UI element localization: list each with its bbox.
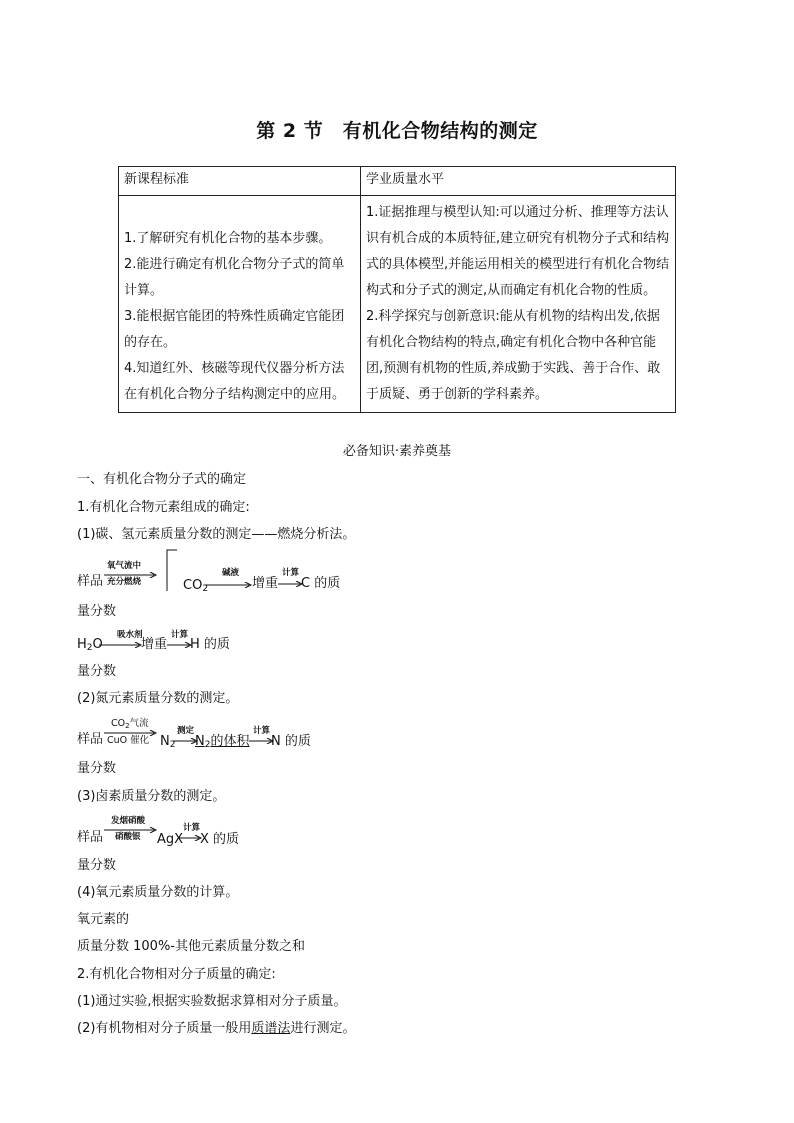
quality-item: 1.证据推理与模型认知:可以通过分析、推理等方法认识有机合成的本质特征,建立研究有机物分子式和结构式的具体模型,并能运用相关的模型进行有机化合物结构式和分子式的测定,从而确定有机化合物的性质。 bbox=[366, 205, 670, 298]
arrow-condition-calc: 计算 bbox=[253, 726, 271, 736]
section-title: 必备知识·素养奠基 bbox=[342, 444, 452, 459]
subheading-relative-mass: 2.有机化合物相对分子质量的确定: bbox=[77, 967, 276, 982]
branch-bracket bbox=[165, 549, 179, 593]
curriculum-standards-table bbox=[118, 166, 676, 413]
reaction-arrow bbox=[99, 642, 143, 648]
page-title: 第 2 节 有机化合物结构的测定 bbox=[256, 120, 538, 142]
quality-levels-cell bbox=[361, 196, 676, 413]
nitrogen-result: N 的质 bbox=[271, 734, 311, 749]
halogen-result: X 的质 bbox=[200, 832, 240, 847]
carbon-result-cont: 量分数 bbox=[77, 604, 117, 619]
mass-spectrometry-term: 质谱法 bbox=[251, 1021, 291, 1036]
arrow-condition-bottom: 充分燃烧 bbox=[107, 577, 142, 587]
item-halogen: (3)卤素质量分数的测定。 bbox=[77, 789, 226, 804]
halogen-flow bbox=[77, 812, 277, 847]
hydrogen-flow bbox=[77, 628, 277, 658]
oxygen-line-2: 质量分数 100%-其他元素质量分数之和 bbox=[77, 939, 305, 954]
arrow-condition-calc: 计算 bbox=[282, 568, 300, 578]
quality-item: 2.科学探究与创新意识:能从有机物的结构出发,依据有机化合物结构的特点,确定有机化合物中各种官能团,预测有机物的性质,养成勤于实践、善于合作、敢于质疑、勇于创新的学科素养。 bbox=[366, 309, 661, 402]
weight-gain-label: 增重 bbox=[141, 637, 168, 652]
arrow-condition-calc: 计算 bbox=[171, 630, 189, 640]
agx-label: AgX bbox=[157, 832, 184, 847]
arrow-condition-measure: 测定 bbox=[177, 726, 195, 736]
relative-mass-item-1: (1)通过实验,根据实验数据求算相对分子质量。 bbox=[77, 994, 347, 1009]
sample-label: 样品 bbox=[77, 830, 104, 845]
n2-volume-label: N2的体积 bbox=[195, 734, 250, 750]
item-oxygen: (4)氧元素质量分数的计算。 bbox=[77, 885, 239, 900]
arrow-condition-bottom: CuO 催化 bbox=[107, 735, 150, 746]
standard-item: 3.能根据官能团的特殊性质确定官能团的存在。 bbox=[124, 309, 345, 350]
arrow-condition-alkali: 碱液 bbox=[222, 568, 240, 578]
arrow-condition-top: $CO_2$气流 bbox=[111, 718, 149, 730]
reaction-arrow bbox=[205, 582, 253, 588]
halogen-result-cont: 量分数 bbox=[77, 858, 117, 873]
arrow-condition-absorbent: 吸水剂 bbox=[117, 630, 143, 640]
nitrogen-result-cont: 量分数 bbox=[77, 761, 117, 776]
standard-item: 4.知道红外、核磁等现代仪器分析方法在有机化合物分子结构测定中的应用。 bbox=[124, 361, 346, 402]
item-carbon-hydrogen: (1)碳、氢元素质量分数的测定——燃烧分析法。 bbox=[77, 527, 356, 542]
carbon-result: C 的质 bbox=[301, 576, 341, 591]
carbon-flow bbox=[77, 552, 397, 596]
n2-label: N2 bbox=[160, 734, 176, 750]
sample-label: 样品 bbox=[77, 732, 104, 747]
weight-gain-label: 增重 bbox=[252, 576, 279, 591]
arrow-condition-top: 发烟硝酸 bbox=[111, 816, 146, 826]
arrow-condition-calc: 计算 bbox=[183, 823, 201, 833]
standard-item: 1.了解研究有机化合物的基本步骤。 bbox=[124, 231, 332, 246]
subheading-element-composition: 1.有机化合物元素组成的确定: bbox=[77, 500, 250, 515]
item-nitrogen: (2)氮元素质量分数的测定。 bbox=[77, 691, 239, 706]
standard-item: 2.能进行确定有机化合物分子式的简单计算。 bbox=[124, 257, 345, 298]
co2-label: CO2 bbox=[183, 578, 209, 594]
h2o-label: H2O bbox=[77, 637, 103, 653]
oxygen-line-1: 氧元素的 bbox=[77, 912, 130, 927]
hydrogen-result-cont: 量分数 bbox=[77, 664, 117, 679]
arrow-condition-bottom: 硝酸银 bbox=[115, 832, 141, 842]
hydrogen-result: H 的质 bbox=[190, 637, 230, 652]
table-header-quality-levels: 学业质量水平 bbox=[361, 167, 676, 196]
heading-molecular-formula: 一、有机化合物分子式的确定 bbox=[77, 472, 247, 487]
standards-cell bbox=[119, 196, 361, 413]
relative-mass-item-2: (2)有机物相对分子质量一般用质谱法进行测定。 bbox=[77, 1021, 356, 1036]
sample-label: 样品 bbox=[77, 574, 104, 589]
arrow-condition-top: 氧气流中 bbox=[107, 561, 142, 571]
table-header-standards: 新课程标准 bbox=[119, 167, 361, 196]
nitrogen-flow bbox=[77, 714, 337, 750]
